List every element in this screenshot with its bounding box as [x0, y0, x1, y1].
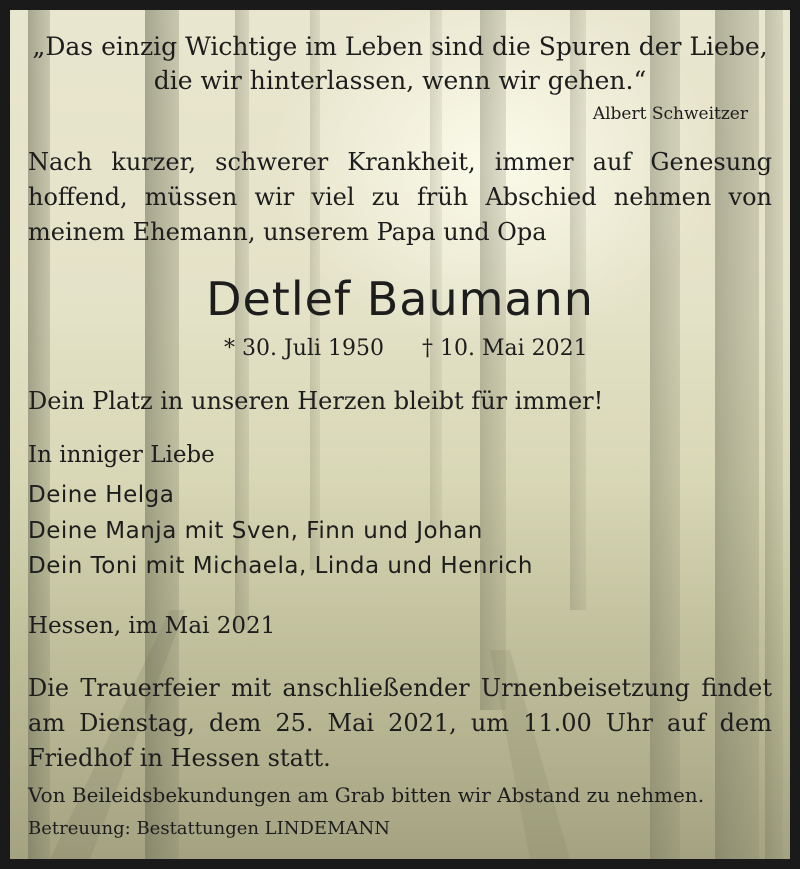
- mourners-heading: In inniger Liebe: [28, 442, 215, 468]
- quote-line-1: „Das einzig Wichtige im Leben sind die Spuren der Liebe,: [32, 32, 768, 61]
- mourner-name: Deine Manja mit Sven, Finn und Johan: [28, 518, 483, 544]
- ceremony-line-3: Friedhof in Hessen statt.: [28, 744, 331, 772]
- quote-line-2: die wir hinterlassen, wenn wir gehen.“: [153, 66, 647, 95]
- death-date: † 10. Mai 2021: [422, 336, 588, 361]
- intro-line-3: meinem Ehemann, unserem Papa und Opa: [28, 218, 547, 246]
- undertaker-credit: Betreuung: Bestattungen LINDEMANN: [28, 818, 390, 839]
- intro-line-2: hoffend, müssen wir viel zu früh Abschied nehmen von: [28, 183, 772, 211]
- birth-date: * 30. Juli 1950: [224, 336, 385, 361]
- tribute-line: Dein Platz in unseren Herzen bleibt für immer!: [28, 387, 604, 415]
- quote-author: Albert Schweitzer: [592, 104, 748, 124]
- ceremony-line-4: Von Beileidsbekundungen am Grab bitten wir Abstand zu nehmen.: [28, 783, 705, 807]
- intro-line-1: Nach kurzer, schwerer Krankheit, immer auf Genesung: [28, 148, 772, 176]
- mourner-name: Deine Helga: [28, 482, 175, 508]
- obituary-card: [10, 10, 790, 859]
- ceremony-line-2: am Dienstag, dem 25. Mai 2021, um 11.00 Uhr auf dem: [28, 709, 772, 737]
- ceremony-line-1: Die Trauerfeier mit anschließender Urnenbeisetzung findet: [28, 674, 772, 702]
- place-date: Hessen, im Mai 2021: [28, 613, 276, 639]
- mourner-name: Dein Toni mit Michaela, Linda und Henrich: [28, 553, 534, 579]
- deceased-name: Detlef Baumann: [206, 272, 594, 326]
